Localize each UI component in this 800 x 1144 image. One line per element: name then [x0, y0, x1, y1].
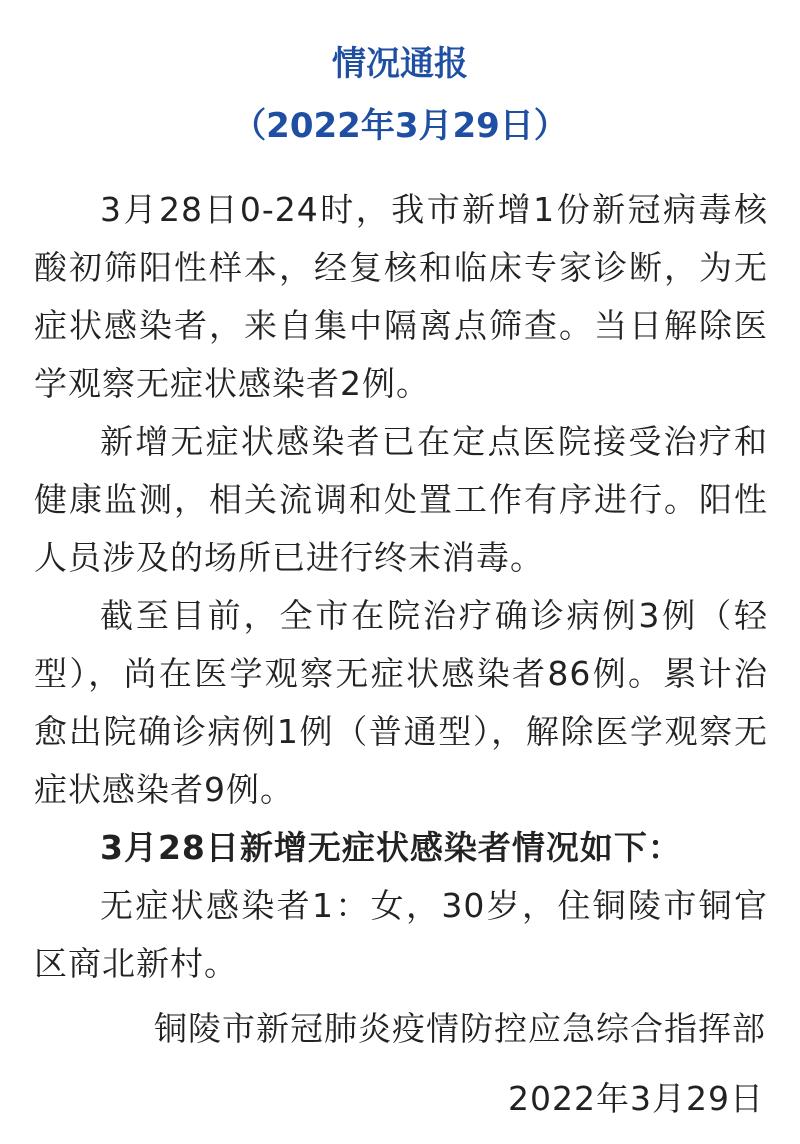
paragraph-statistics: 截至目前，全市在院治疗确诊病例3例（轻型），尚在医学观察无症状感染者86例。累计治愈出院确诊病例1例（普通型），解除医学观察无症状感染者9例。	[34, 596, 768, 809]
case-detail: 无症状感染者1：女，30岁，住铜陵市铜官区商北新村。	[34, 886, 768, 983]
notice-title-date: （2022年3月29日）	[232, 106, 568, 146]
paragraph-treatment: 新增无症状感染者已在定点医院接受治疗和健康监测，相关流调和处置工作有序进行。阳性人员涉及的场所已进行终末消毒。	[34, 422, 768, 577]
case-subheading: 3月28日新增无症状感染者情况如下：	[100, 828, 682, 867]
signature-date: 2022年3月29日	[508, 1079, 764, 1118]
notice-title: 情况通报	[332, 44, 468, 84]
paragraph-new-case: 3月28日0-24时，我市新增1份新冠病毒核酸初筛阳性样本，经复核和临床专家诊断，为无症状感染者，来自集中隔离点筛查。当日解除医学观察无症状感染者2例。	[34, 190, 768, 403]
signature-organization: 铜陵市新冠肺炎疫情防控应急综合指挥部	[154, 1009, 766, 1048]
